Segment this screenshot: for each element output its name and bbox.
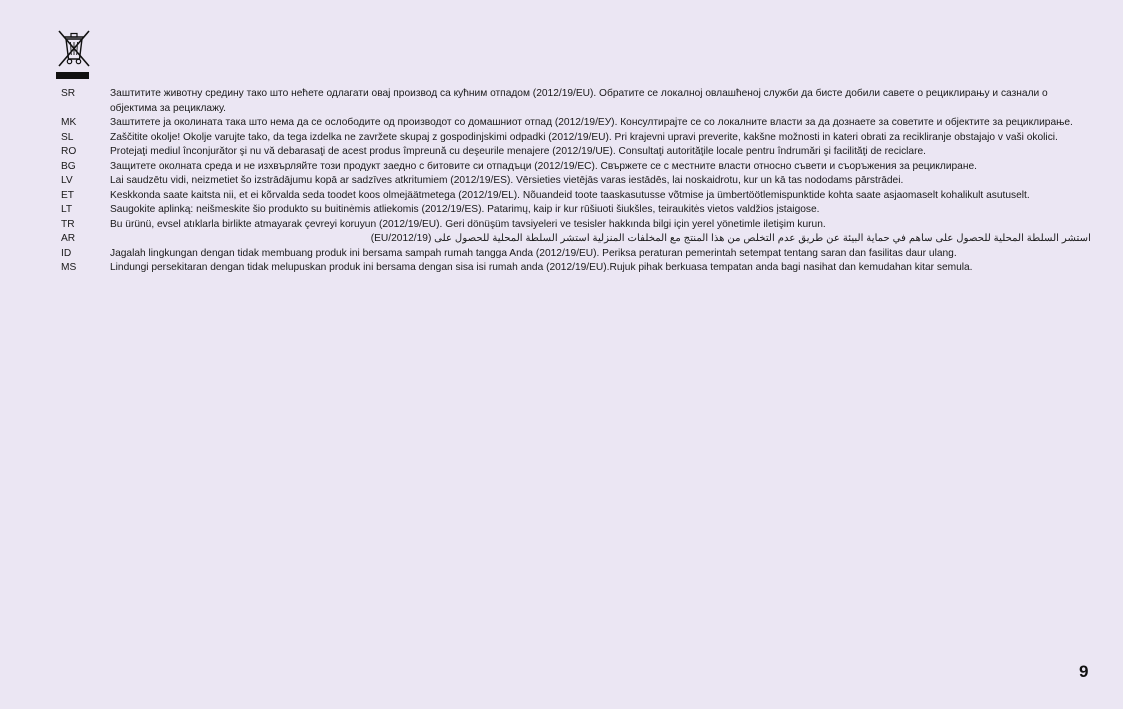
notice-text: استشر السلطة المحلية للحصول على ساهم في حماية البيئة عن طريق عدم التخلص من هذا المنتج مع المخلفات المنزلية استشر السلطة المحلية للحصول على (2012/19/EU) (370, 233, 1091, 244)
notice-text: Lindungi persekitaran dengan tidak melupuskan produk ini bersama dengan sisa isi rumah anda (2012/19/EU).Rujuk pihak berkuasa tempatan anda bagi nasihat dan kemudahan kitar semula. (110, 262, 973, 273)
notice-row-ro (61, 145, 1091, 160)
language-code: SL (61, 131, 74, 143)
notice-row-ms (61, 261, 1091, 276)
notice-text: Zaščitite okolje! Okolje varujte tako, da tega izdelka ne zavržete skupaj z gospodinjskimi odpadki (2012/19/EU). Pri krajevni upravi preverite, kakšne možnosti in kateri obrati za recikliranje obstajajo v vaši okolici. (110, 131, 1058, 143)
notice-text: Keskkonda saate kaitsta nii, et ei kõrvalda seda toodet koos olmejäätmetega (2012/19/EL). Nõuandeid toote taaskasutusse võtmise ja ümbertöötlemispunktide kohta saate asjaomaselt kohalikult asutuselt. (110, 189, 1030, 201)
notice-row-sl (61, 131, 1091, 146)
language-code: LT (61, 204, 73, 215)
language-code: ID (61, 247, 72, 259)
notice-row-et (61, 189, 1091, 204)
notice-text: Protejaţi mediul înconjurător şi nu vă debarasaţi de acest produs împreună cu deşeurile menajere (2012/19/UE). Consultaţi autorităţile locale pentru îndrumări şi facilităţi de reciclare. (110, 146, 926, 157)
notice-text: Lai saudzētu vidi, neizmetiet šo izstrādājumu kopā ar sadzīves atkritumiem (2012/19/ES). Vērsieties vietējās varas iestādēs, lai noskaidrotu, kur un kā tas nododams pārstrādei. (110, 175, 904, 186)
notice-row-id (61, 247, 1091, 262)
language-code: LV (61, 175, 73, 186)
notice-row-mk (61, 116, 1091, 131)
crossed-out-wheelie-bin-icon (56, 28, 92, 70)
language-code: ET (61, 189, 75, 201)
disposal-notice-list (61, 87, 1091, 276)
language-code: SR (61, 88, 76, 99)
language-code: BG (61, 160, 76, 172)
notice-text: Saugokite aplinką: neišmeskite šio produkto su buitinėmis atliekomis (2012/19/ES). Patarimų, kaip ir kur rūšiuoti šiukšles, teiraukitės vietos valdžios įstaigose. (110, 204, 820, 215)
notice-text: Bu ürünü, evsel atıklarla birlikte atmayarak çevreyi koruyun (2012/19/EU). Geri dönüşüm tavsiyeleri ve tesisler hakkında bilgi için yerel yönetimle iletişim kurun. (110, 218, 826, 230)
notice-text: Защитете околната среда и не изхвърляйте този продукт заедно с битовите си отпадъци (2012/19/ЕС). Свържете се с местните власти относно съвети и съоръжения за рециклиране. (110, 160, 977, 172)
language-code: RO (61, 146, 77, 157)
language-code: MK (61, 117, 77, 128)
page-number: 9 (1079, 662, 1089, 681)
notice-row-ar (61, 232, 1091, 247)
notice-row-bg (61, 160, 1091, 175)
weee-symbol (56, 28, 92, 80)
notice-text: Заштитите животну средину тако што нећете одлагати овај производ са кућним отпадом (2012/19/EU). Обратите се локалној овлашћеној служби да бисте добили савете о рециклирању и сазнали о објектима за рециклажу. (110, 88, 1048, 114)
weee-bar (56, 72, 89, 79)
language-code: AR (61, 233, 76, 244)
notice-text: Заштитете ја околината така што нема да се ослободите од производот со домашниот отпад (2012/19/ЕУ). Консултирајте се со локалните власти за да дознаете за советите и објектите за рециклирање. (110, 117, 1073, 128)
notice-row-tr (61, 218, 1091, 233)
language-code: MS (61, 262, 77, 273)
notice-text: Jagalah lingkungan dengan tidak membuang produk ini bersama sampah rumah tangga Anda (2012/19/EU). Periksa peraturan pemerintah setempat tentang saran dan fasilitas daur ulang. (110, 247, 957, 259)
notice-row-sr (61, 87, 1091, 116)
language-code: TR (61, 218, 75, 230)
notice-row-lv (61, 174, 1091, 189)
notice-row-lt (61, 203, 1091, 218)
